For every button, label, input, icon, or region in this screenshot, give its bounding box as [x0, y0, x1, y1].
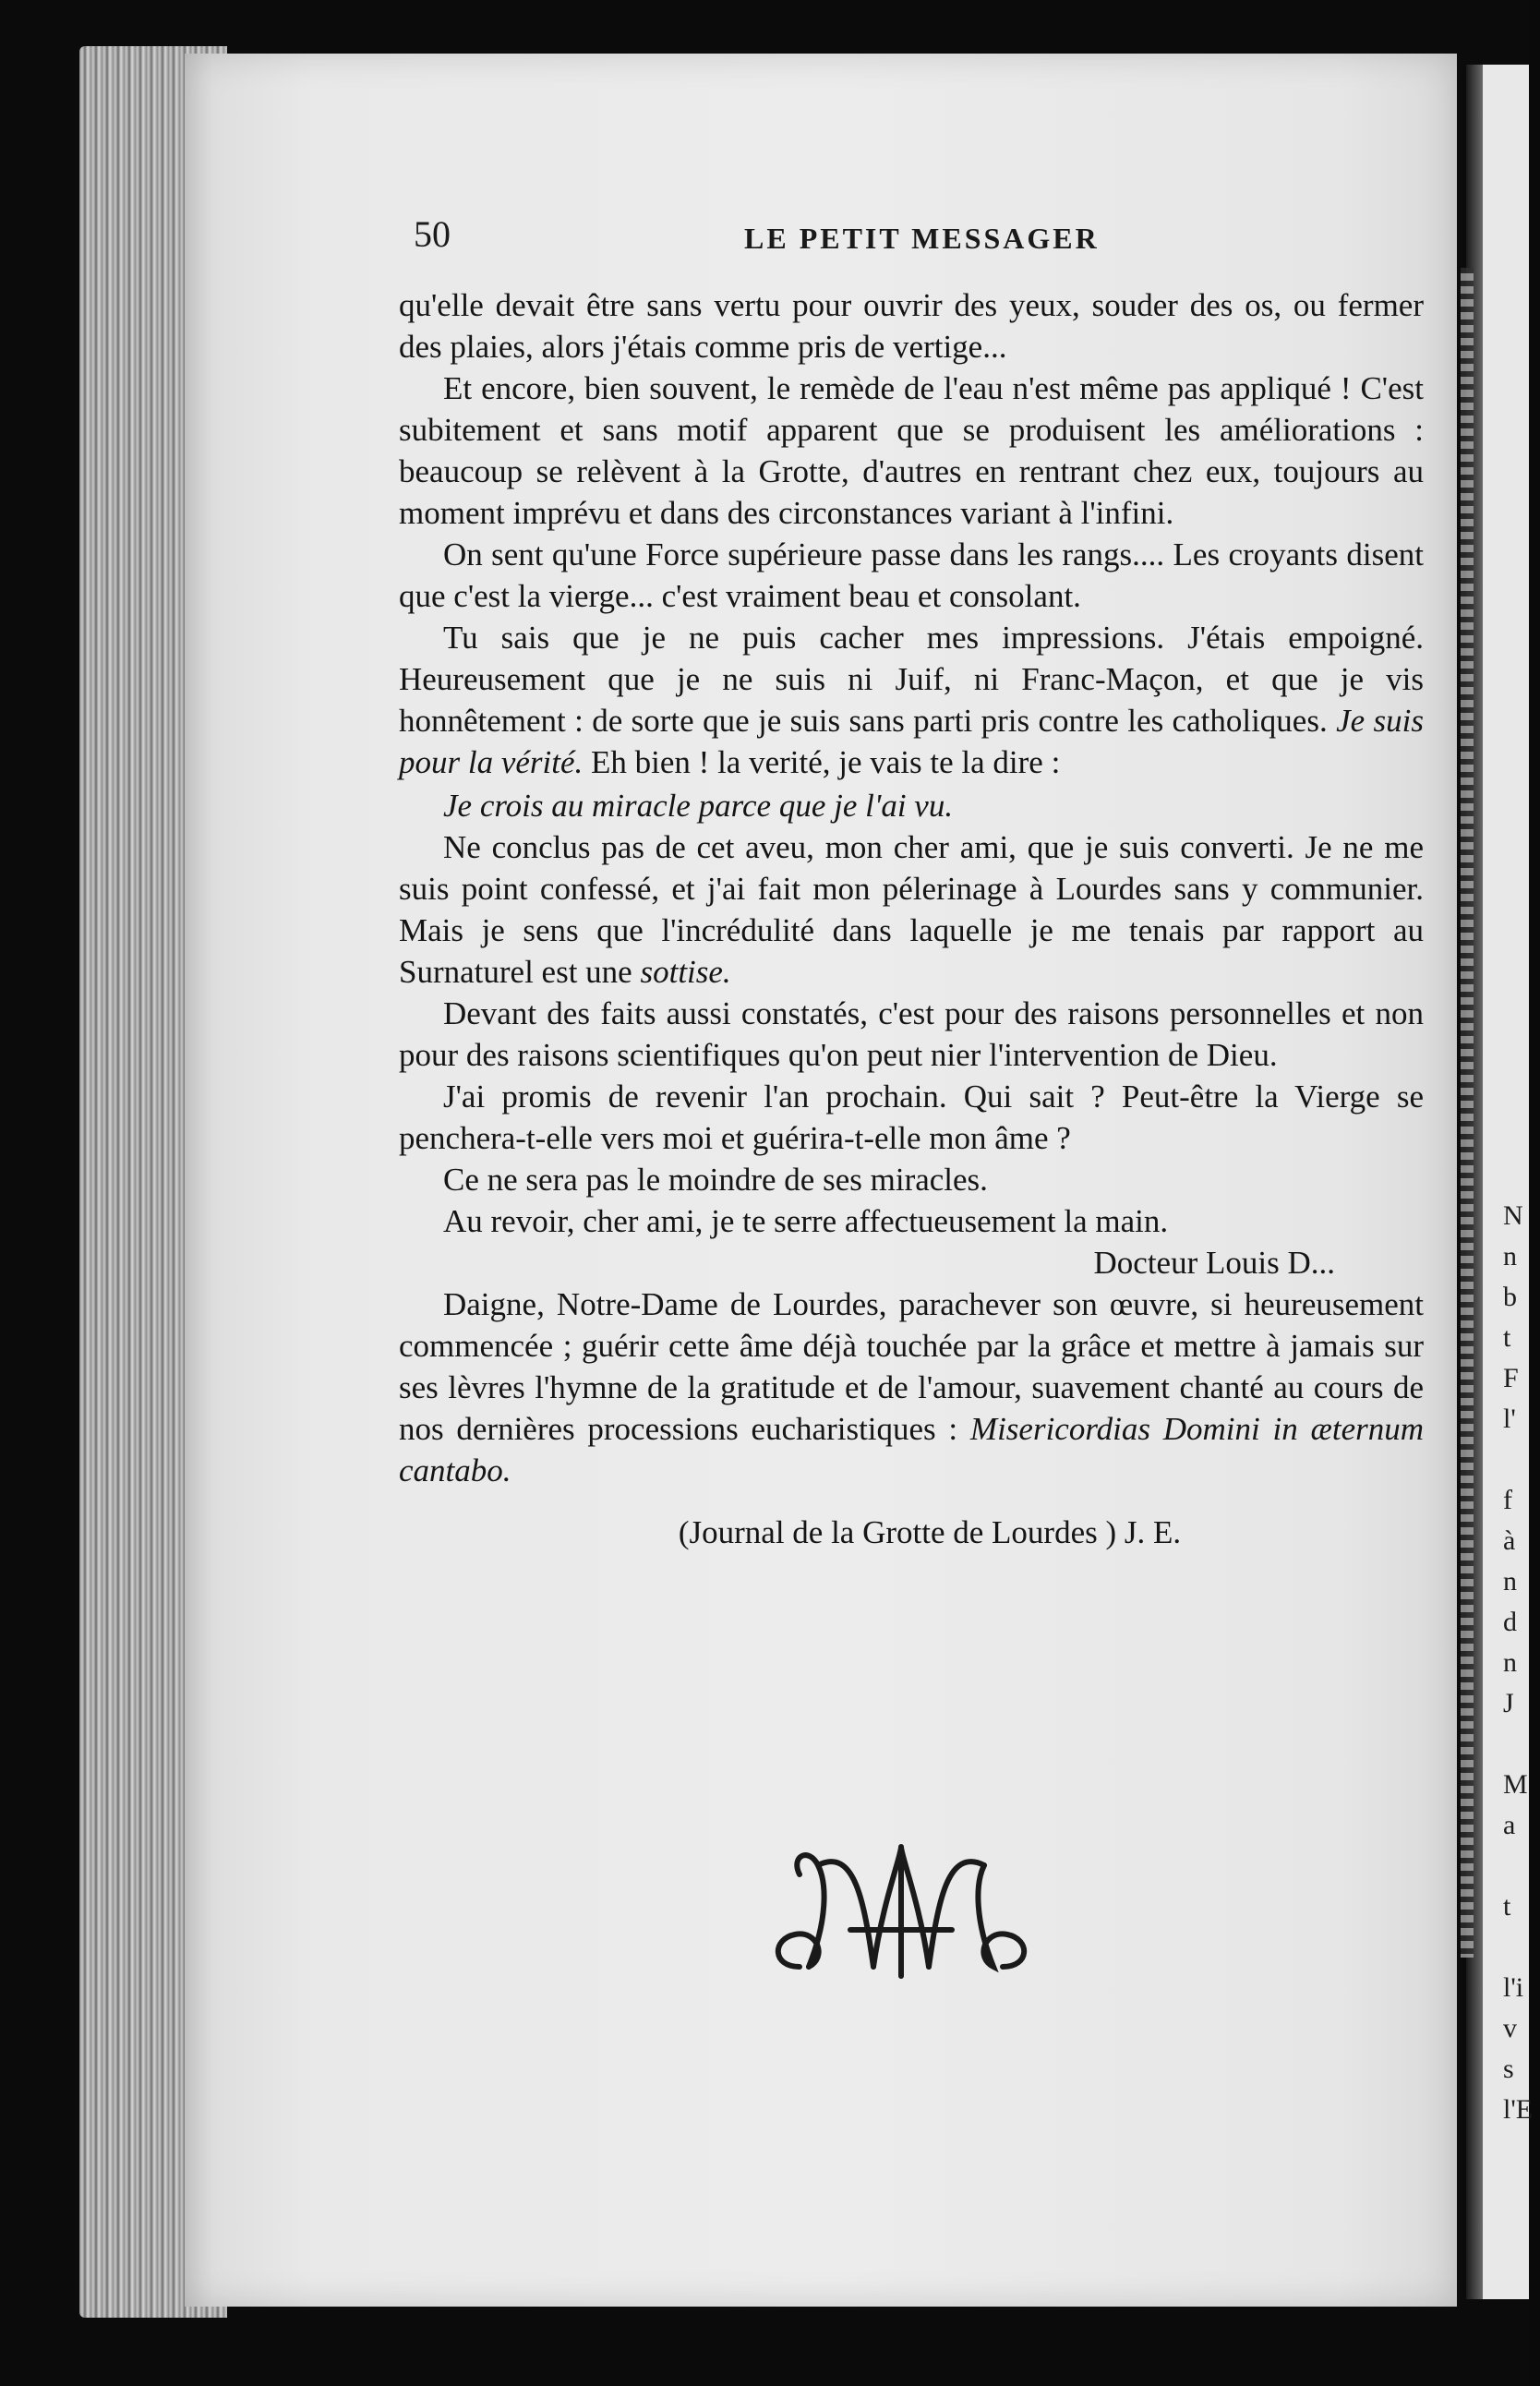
paragraph: qu'elle devait être sans vertu pour ouvrir des yeux, souder des os, ou fermer des plaies, alors j'étais comme pris de vertige... [399, 287, 1424, 365]
am-monogram-ornament [763, 1828, 1040, 1994]
paragraph-text: Ne conclus pas de cet aveu, mon cher ami, que je suis converti. Je ne me suis point confessé, et j'ai fait mon pélerinage à Lourdes sans y communier. Mais je sens que l'incrédulité dans laquelle je me tenais par rapport au Surnaturel est une [399, 829, 1424, 990]
page-number: 50 [414, 213, 451, 255]
paragraph [399, 1283, 1424, 1491]
paragraph-text: Tu sais que je ne puis cacher mes impressions. J'étais empoigné. Heureusement que je ne suis ni Juif, ni Franc-Maçon, et que je vis honnêtement : de sorte que je suis sans parti pris contre les catholiques. [399, 620, 1424, 739]
paragraph: Ce ne sera pas le moindre de ses miracles. [443, 1162, 988, 1198]
paragraph: Au revoir, cher ami, je te serre affectueusement la main. [443, 1203, 1169, 1239]
paragraph-text: Eh bien ! la verité, je vais te la dire : [591, 744, 1061, 780]
italic-phrase: Misericordias Domini in æternum cantabo. [399, 1411, 1424, 1488]
paragraph [399, 826, 1424, 993]
source-attribution: (Journal de la Grotte de Lourdes ) J. E. [678, 1514, 1182, 1550]
italic-phrase: sottise. [640, 954, 731, 990]
paragraph: Devant des faits aussi constatés, c'est pour des raisons personnelles et non pour des raisons scientifiques qu'on peut nier l'intervention de Dieu. [399, 995, 1424, 1073]
adjacent-page-border-ornament [1461, 268, 1474, 1958]
paragraph: J'ai promis de revenir l'an prochain. Qui sait ? Peut-être la Vierge se penchera-t-elle vers moi et guérira-t-elle mon âme ? [399, 1079, 1424, 1156]
paragraph: On sent qu'une Force supérieure passe dans les rangs.... Les croyants disent que c'est la vierge... c'est vraiment beau et consolant. [399, 536, 1424, 614]
signature: Docteur Louis D... [1093, 1245, 1335, 1281]
paragraph [399, 617, 1424, 783]
adjacent-page-text: N n b t F l' f à n d n J M a t l'i v s l'E [1503, 1200, 1534, 2125]
running-head: LE PETIT MESSAGER [744, 222, 1100, 255]
italic-phrase: Je suis pour la vérité. [399, 703, 1425, 780]
adjacent-page [1466, 65, 1534, 2299]
italic-quote: Je crois au miracle parce que je l'ai vu. [443, 788, 954, 824]
paragraph: Et encore, bien souvent, le remède de l'eau n'est même pas appliqué ! C'est subitement et sans motif apparent que se produisent les améliorations : beaucoup se relèvent à la Grotte, d'autres en rentrant chez eux, toujours au moment imprévu et dans des circonstances variant à l'infini. [399, 370, 1424, 531]
body-text [399, 284, 1424, 1553]
paragraph-text: Daigne, Notre-Dame de Lourdes, parachever son œuvre, si heureusement commencée ; guérir cette âme déjà touchée par la grâce et mettre à jamais sur ses lèvres l'hymne de la gratitude et de l'amour, suavement chanté au cours de nos dernières processions eucharistiques : [399, 1286, 1424, 1447]
